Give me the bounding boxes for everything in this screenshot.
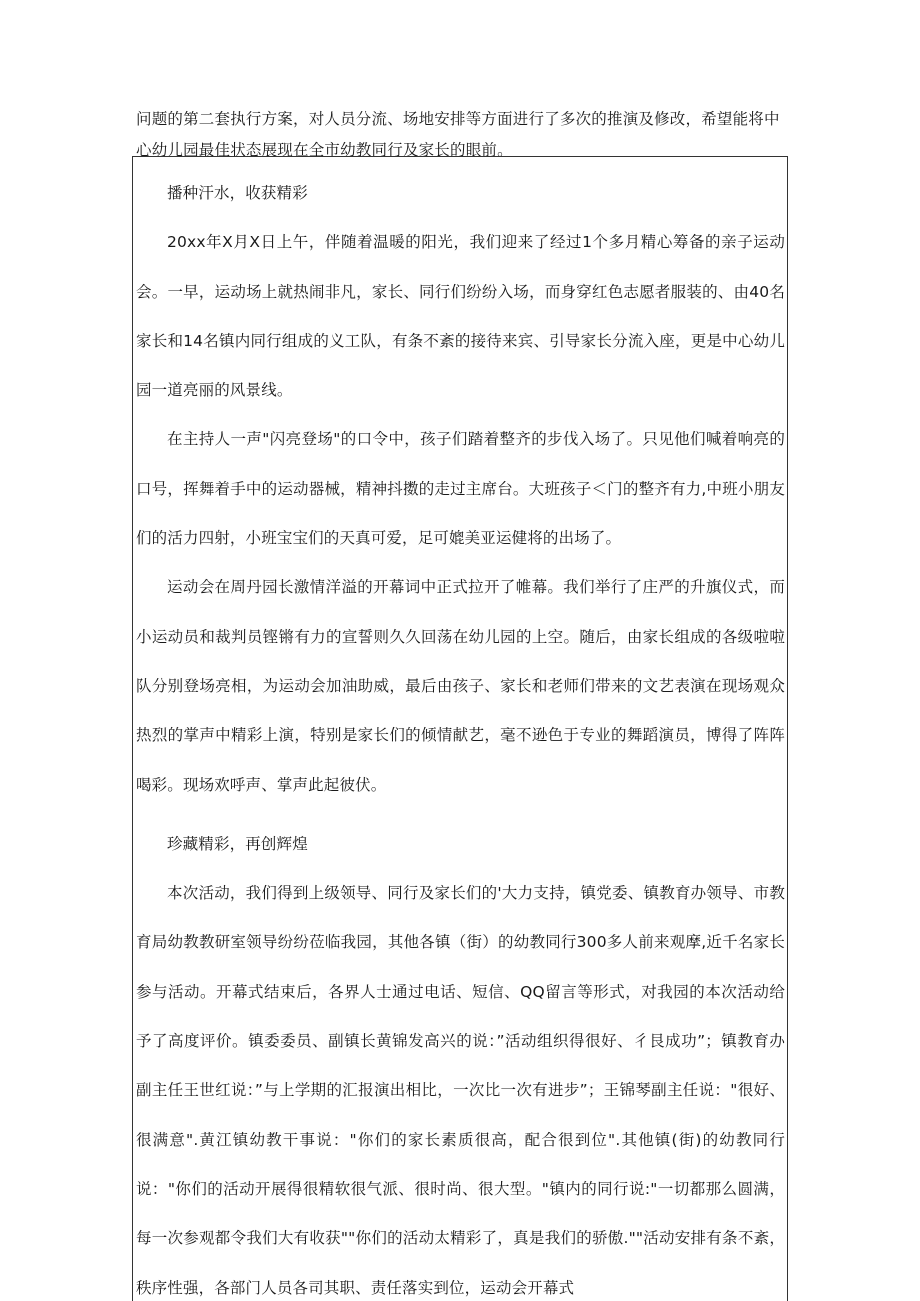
paragraph-entrance: 在主持人一声"闪亮登场"的口令中，孩子们踏着整齐的步伐入场了。只见他们喊着响亮的口号，挥舞着手中的运动器械，精神抖擞的走过主席台。大班孩子＜门的整齐有力,中班小朋友们的活力四射，小班宝宝们的天真可爱，足可媲美亚运健将的出场了。 xyxy=(136,430,785,548)
content-box xyxy=(132,156,788,1301)
paragraph-feedback: 本次活动，我们得到上级领导、同行及家长们的'大力支持，镇党委、镇教育办领导、市教育局幼教教研室领导纷纷莅临我园，其他各镇（街）的幼教同行300多人前来观摩,近千名家长参与活动。开幕式结束后，各界人士通过电话、短信、QQ留言等形式，对我园的本次活动给予了高度评价。镇委委员、副镇长黄锦发高兴的说：”活动组织得很好、彳艮成功”；镇教育办副主任王世红说：”与上学期的汇报演出相比，一次比一次有进步”；王锦琴副主任说："很好、很满意".黄江镇幼教干事说："你们的家长素质很高，配合很到位".其他镇(街)的幼教同行说："你们的活动开展得很精软很气派、很时尚、很大型。"镇内的同行说:"一切都那么圆满，每一次参观都令我们大有收获""你们的活动太精彩了，真是我们的骄傲.""活动安排有条不紊，秩序性强，各部门人员各司其职、责任落实到位，运动会开幕式 xyxy=(136,884,785,1297)
section-heading-sowing: 播种汗水，收获精彩 xyxy=(167,184,308,202)
intro-text: 问题的第二套执行方案，对人员分流、场地安排等方面进行了多次的推演及修改，希望能将中心幼儿园最佳状态展现在全市幼教同行及家长的眼前。 xyxy=(136,110,780,159)
content-box-inner xyxy=(133,169,787,1301)
paragraph-opening: 20xx年X月X日上午，伴随着温暖的阳光，我们迎来了经过1个多月精心筹备的亲子运动会。一早，运动场上就热闹非凡，家长、同行们纷纷入场，而身穿红色志愿者服装的、由40名家长和14名镇内同行组成的义工队，有条不紊的接待来宾、引导家长分流入座，更是中心幼儿园一道亮丽的风景线。 xyxy=(136,233,785,400)
section-heading-treasure: 珍藏精彩，再创辉煌 xyxy=(167,834,308,853)
paragraph-ceremony: 运动会在周丹园长激情洋溢的开幕词中正式拉开了帷幕。我们举行了庄严的升旗仪式，而小运动员和裁判员铿锵有力的宣誓则久久回荡在幼儿园的上空。随后，由家长组成的各级啦啦队分别登场亮相，为运动会加油助威，最后由孩子、家长和老师们带来的文艺表演在现场观众热烈的掌声中精彩上演，特别是家长们的倾情献艺，毫不逊色于专业的舞蹈演员，博得了阵阵喝彩。现场欢呼声、掌声此起彼伏。 xyxy=(136,578,785,794)
